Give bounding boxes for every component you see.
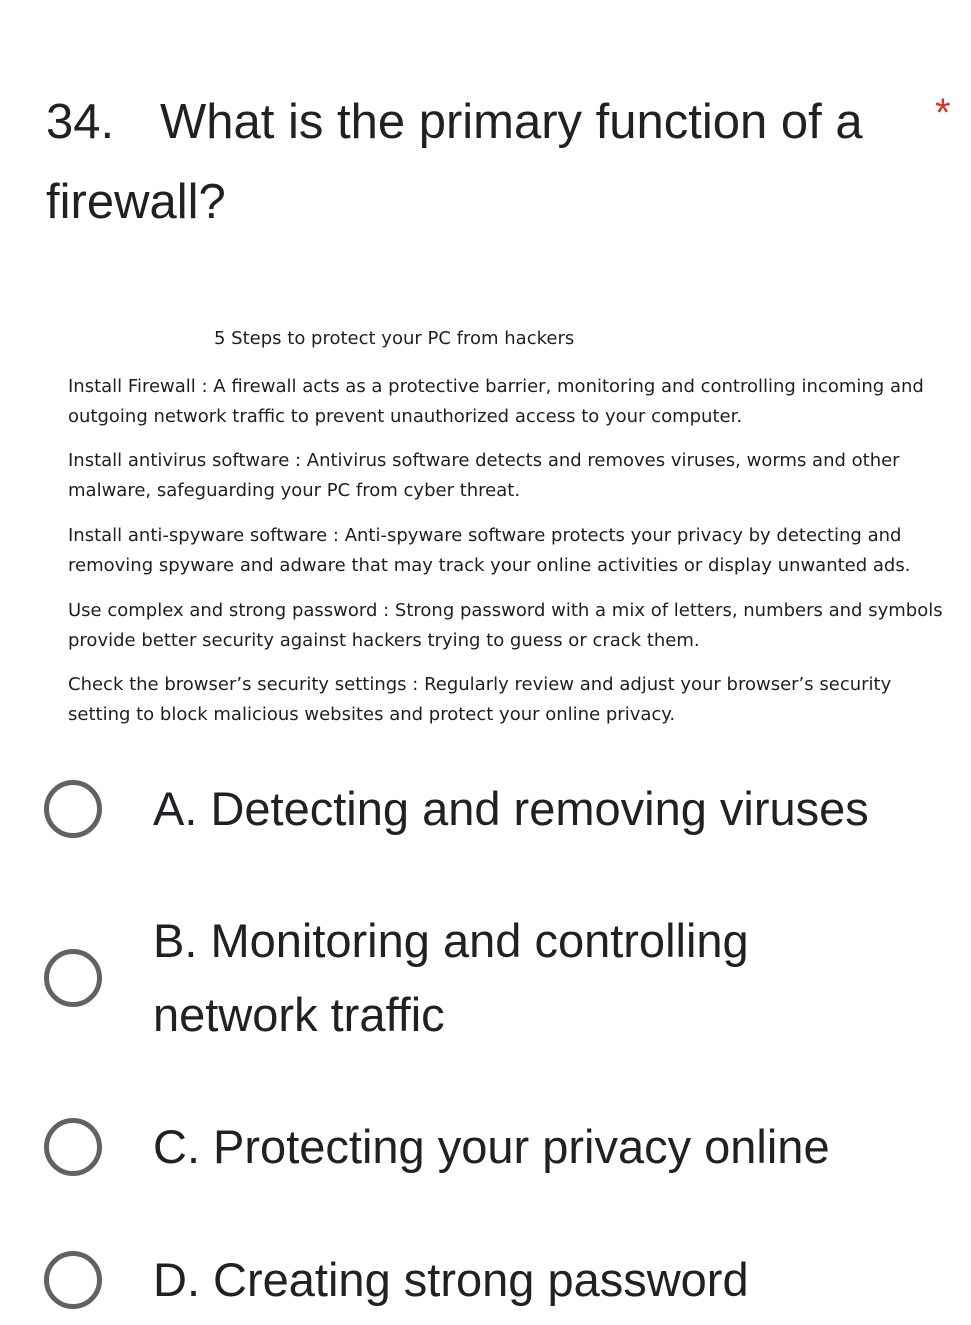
- option-d[interactable]: [44, 1243, 944, 1317]
- option-d-label[interactable]: D. Creating strong password: [153, 1253, 749, 1306]
- question-title: [46, 82, 926, 242]
- question-number: 34.: [46, 95, 115, 149]
- option-a[interactable]: [44, 772, 944, 846]
- radio-button[interactable]: [44, 1118, 102, 1176]
- option-b[interactable]: [44, 904, 944, 1052]
- option-c[interactable]: [44, 1110, 944, 1184]
- step-browser-security: Check the browser’s security settings : Regularly review and adjust your browser’s security setting to block malicious websites and protect your online privacy.: [68, 674, 892, 725]
- step-install-anti-spyware: Install anti-spyware software : Anti-spyware software protects your privacy by detecting and removing spyware and adware that may track your online activities or display unwanted ads.: [68, 525, 911, 576]
- step-install-antivirus: Install antivirus software : Antivirus software detects and removes viruses, worms and other malware, safeguarding your PC from cyber threat.: [68, 450, 900, 501]
- image-title: 5 Steps to protect your PC from hackers: [214, 328, 575, 349]
- step-install-firewall: Install Firewall : A firewall acts as a protective barrier, monitoring and controlling incoming and outgoing network traffic to prevent unauthorized access to your computer.: [68, 376, 924, 427]
- option-a-label[interactable]: A. Detecting and removing viruses: [153, 782, 869, 835]
- radio-button[interactable]: [44, 949, 102, 1007]
- step-strong-password: Use complex and strong password : Strong password with a mix of letters, numbers and symbols provide better security against hackers trying to guess or crack them.: [68, 600, 943, 651]
- radio-button[interactable]: [44, 780, 102, 838]
- option-b-label[interactable]: B. Monitoring and controlling network traffic: [153, 914, 749, 1041]
- question-text: What is the primary function of a firewall?: [46, 95, 863, 229]
- radio-button[interactable]: [44, 1251, 102, 1309]
- required-asterisk: *: [935, 91, 951, 135]
- option-c-label[interactable]: C. Protecting your privacy online: [153, 1120, 830, 1173]
